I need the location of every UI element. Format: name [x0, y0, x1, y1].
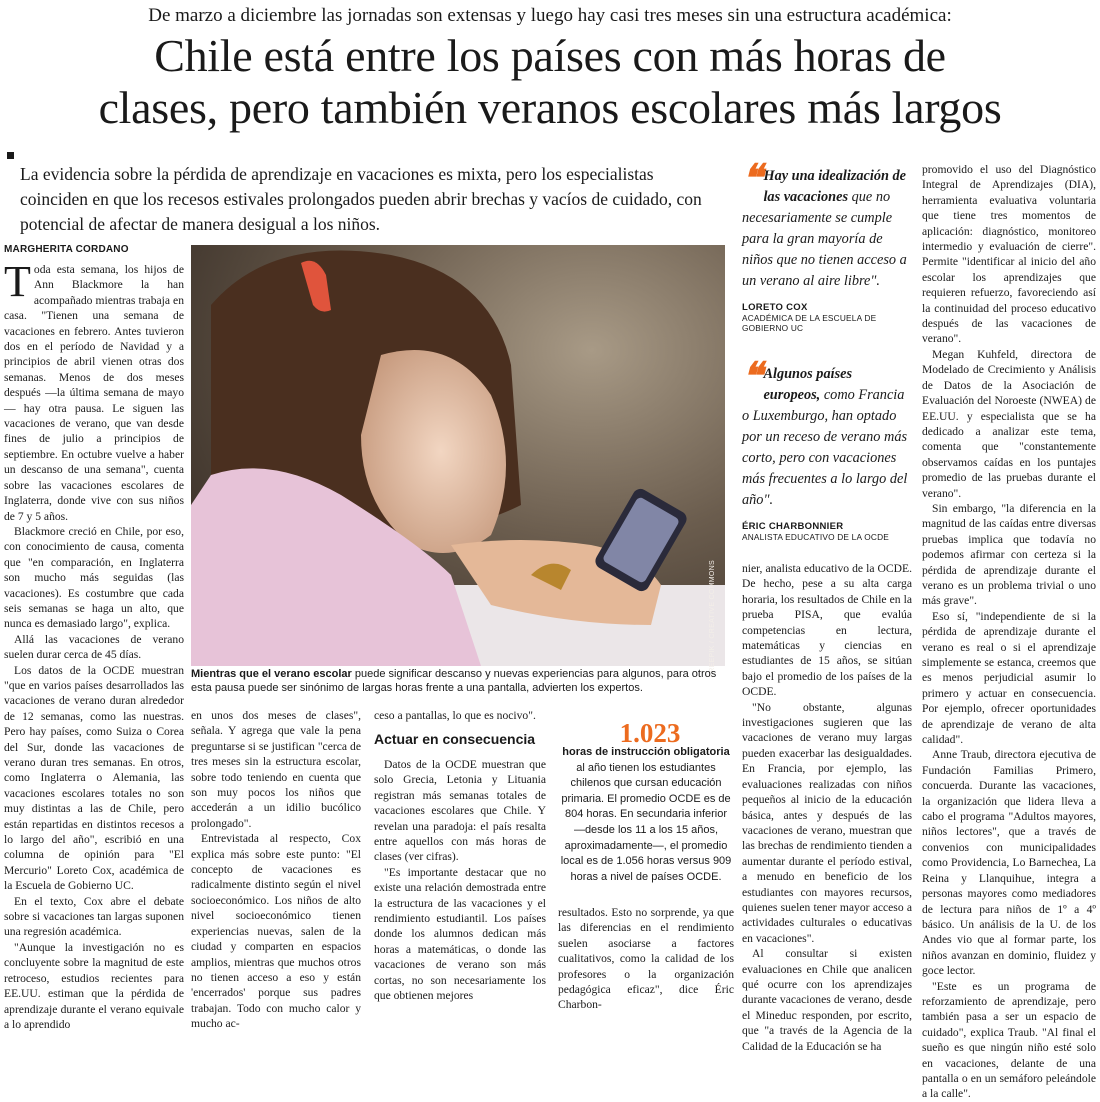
drop-cap: T: [4, 257, 31, 306]
paragraph: promovido el uso del Diagnóstico Integral de Aprendizajes (DIA), herramienta evaluativa voluntaria que tiene tres momentos de aplicación: diagnóstico, monitoreo intermedio y evaluación de cierre". Permite "identificar al inicio del año escolar los aprendizajes que requieren refuerzo, favoreciendo así la continuidad del proceso educativo después de las vacaciones de verano".: [922, 163, 1096, 346]
column-3: [374, 757, 546, 1003]
quote-author-role: ANALISTA EDUCATIVO DE LA OCDE: [742, 532, 890, 542]
kicker: De marzo a diciembre las jornadas son extensas y luego hay casi tres meses sin una estructura académica:: [148, 5, 952, 26]
photo-caption: Mientras que el verano escolar puede significar descanso y nuevas experiencias para algunos, para otros esta pausa puede ser sinónimo de largas horas frente a una pantalla, advierten los expertos.: [191, 668, 717, 694]
paragraph: "Este es un programa de reforzamiento de aprendizaje, pero también pasa a ser un espacio de cuidado", explica Traub. "Al final el sueño es que ningún niño esté solo en vacaciones, delante de una pantalla o en un semáforo peleándole a la calle".: [922, 979, 1096, 1101]
paragraph: Eso sí, "independiente de si la pérdida de aprendizaje durante el verano es real o si el aprendizaje simplemente se estanca, creemos que es menos perjudicial asumir lo primero y actuar en consecuencia. Por ejemplo, ofrecer oportunidades de aprendizaje de verano de alta calidad".: [922, 609, 1096, 747]
stat-number: 1.023: [619, 718, 681, 748]
paragraph: Megan Kuhfeld, directora de Modelado de Crecimiento y Análisis de Datos de la Asociación de Evaluación del Noroeste (NWEA) de EE.UU. y especialista que se ha dedicado a analizar este tema, comenta que "constantemente observamos caídas en los puntajes promedio de las pruebas durante el verano".: [922, 347, 1096, 500]
pull-quote-1: [742, 158, 912, 333]
quote-text: ❝ Hay una idealización de las vacaciones que no necesariamente se cumple para la gran mayoría de niños que no tienen acceso a un verano al aire libre".: [742, 158, 907, 289]
quote-mark-icon: ❝: [742, 356, 760, 398]
paragraph: Los datos de la OCDE muestran "que en varios países desarrollados las vacaciones de verano duran alrededor de 12 semanas, como las nuestras. Pero hay países, como Suiza o Corea del Sur, donde las vacaciones de verano duran tres semanas. En otros, como Inglaterra o Alemania, las vacaciones escolares totales no son muy distintas a las de Chile, pero están repartidas en distintos recesos a lo largo del año", escribió en una columna de opinión para "El Mercurio" Loreto Cox, académica de la Escuela de Gobierno UC.: [4, 663, 184, 893]
column-1: [4, 257, 184, 1031]
paragraph: Datos de la OCDE muestran que solo Grecia, Letonia y Lituania registran más semanas totales de vacaciones escolares que Chile. Y revelan una paradoja: el país resalta entre aquellos con más horas de clases (ver cifras).: [374, 758, 546, 864]
paragraph: Blackmore creció en Chile, por eso, con conocimiento de causa, comenta que "en comparación, en Inglaterra son mucho más seguidas (las vacaciones). Es costumbre que cada seis semanas se haga un alto, que nunca es demasiado largo", explica.: [4, 524, 184, 631]
paragraph: Allá las vacaciones de verano suelen durar cerca de 45 días.: [4, 632, 184, 662]
headline: [0, 30, 1100, 134]
paragraph: Entrevistada al respecto, Cox explica más sobre este punto: "El concepto de vacaciones es radicalmente distinto según el nivel socioeconómico. Los niños de alto nivel socioeconómico tienen experiencias nuevas, salen de la ciudad y comparten en espacios amplios, mientras que muchos otros no tienen acceso a eso y están 'encerrados' porque sus padres trabajan. Todo con mucho calor y mucho ac-: [191, 832, 361, 1031]
paragraph: nier, analista educativo de la OCDE. De hecho, pese a su alta carga horaria, los resultados de Chile en la prueba PISA, que evalúa competencias en lectura, matemáticas y ciencias en estudiantes de 15 años, se sitúan bajo el promedio de los países de la OCDE.: [742, 562, 912, 699]
column-4-bottom: resultados. Esto no sorprende, ya que las diferencias en el rendimiento suelen asociarse a factores cualitativos, como la calidad de los profesores o la organización pedagógica eficaz", dice Éric Charbon-: [558, 906, 734, 1012]
paragraph: Al consultar si existen evaluaciones en Chile que analicen qué ocurre con los aprendizajes durante vacaciones de verano, desde el Mineduc responden, por escrito, que "a través de la Agencia de la Calidad de la Educación se ha: [742, 947, 912, 1053]
subhead: Actuar en consecuencia: [374, 731, 536, 747]
paragraph: "Aunque la investigación no es concluyente sobre la magnitud de este retroceso, estudios recientes para EE.UU. estiman que la pérdida de aprendizaje durante el verano equivale a lo aprendido: [4, 940, 184, 1031]
column-2: [191, 708, 361, 1031]
paragraph: En el texto, Cox abre el debate sobre si vacaciones tan largas suponen una regresión académica.: [4, 894, 184, 939]
paragraph: "Es importante destacar que no existe una relación demostrada entre la estructura de las vacaciones y el rendimiento estudiantil. Los países donde los alumnos dedican más horas a matemáticas, o donde las vacaciones de verano son más cortas, no son necesariamente los que obtienen mejores: [374, 865, 546, 1003]
bullet-marker: [7, 152, 14, 159]
column-6: [922, 162, 1096, 1101]
lead-paragraph: Toda esta semana, los hijos de Ann Blackmore la han acompañado mientras trabaja en casa. "Tienen una semana de vacaciones en febrero. Antes tuvieron dos en el período de Navidad y a principios de abril vienen otras dos semanas. Menos de dos meses después —la última semana de mayo— hay otra pausa. Le siguen las vacaciones de verano, que van desde fines de julio a principios de septiembre. En octubre vuelve a haber un descanso de una semana", cuenta sobre las vacaciones escolares de Inglaterra, donde vive con sus niños de 7 y 5 años.: [4, 257, 184, 523]
headline-line-1: Chile está entre los países con más horas de: [154, 30, 946, 81]
quote-author-role: ACADÉMICA DE LA ESCUELA DE GOBIERNO UC: [742, 313, 877, 333]
photo-girl-with-phone: [191, 245, 725, 666]
pull-quote-2: [742, 356, 912, 542]
headline-line-2: clases, pero también veranos escolares más largos: [98, 82, 1002, 133]
byline: MARGHERITA CORDANO: [4, 244, 129, 255]
paragraph: Anne Traub, directora ejecutiva de Fundación Familias Primero, concuerda. Durante las vacaciones, la organización que lidera lleva a cabo el programa "Adultos mayores, niños lectores", que a través de convenios con municipalidades como Providencia, Lo Barnechea, La Reina y Llanquihue, integra a personas mayores como mediadores de lectura para niños de 1º a 4º básico. Un análisis de la U. de los Andes vio que al formar parte, los niños avanzan en dominio, fluidez y goce lector.: [922, 748, 1096, 978]
paragraph: en unos dos meses de clases", señala. Y agrega que vale la pena preguntarse si se justifican "cerca de tres meses sin la estructura escolar, sobre todo teniendo en cuenta que son muy pocos los niños que accederán a un idilio bucólico prolongado".: [191, 709, 361, 830]
dek: La evidencia sobre la pérdida de aprendizaje en vacaciones es mixta, pero los especialistas coinciden en que los recesos estivales prolongados pueden abrir brechas y vacíos de cuidado, con potencial de afectar de manera desigual a los niños.: [20, 164, 702, 234]
quote-author: LORETO COX: [742, 302, 808, 313]
quote-author: ÉRIC CHARBONNIER: [742, 521, 844, 532]
column-5: [742, 561, 912, 1053]
quote-text: ❝ Algunos países europeos, como Francia o Luxemburgo, han optado por un receso de verano más corto, pero con vacaciones más frecuentes a lo largo del año".: [742, 356, 908, 508]
paragraph: "No obstante, algunas investigaciones sugieren que las vacaciones de verano muy largas pueden exacerbar las desigualdades. En Francia, por ejemplo, las evaluaciones realizadas con niños pequeños al inicio de la educación básica, antes y después de las vacaciones de verano, muestran que las brechas de rendimiento tienden a aumentar durante el período estival, a menudo en beneficio de los estudiantes con mayores recursos, quienes suelen tener mayor acceso a actividades culturales o educativas en vacaciones".: [742, 700, 912, 945]
article-photo: [191, 245, 725, 666]
stat-text: horas de instrucción obligatoria al año tienen los estudiantes chilenos que cursan educación primaria. El promedio OCDE es de 804 horas. En secundaria inferior —desde los 11 a los 15 años, aproximadamente—, el promedio local es de 1.056 horas versus 909 horas a nivel de países OCDE.: [560, 746, 732, 883]
quote-mark-icon: ❝: [742, 158, 760, 200]
photo-credit: FREEPIK / CREATIVE COMMONS: [709, 560, 716, 678]
column-3-top: ceso a pantallas, lo que es nocivo".: [374, 709, 536, 722]
paragraph: Sin embargo, "la diferencia en la magnitud de las caídas entre diversas pruebas implica que todavía no podemos afirmar con certeza si la pérdida de aprendizaje durante el verano es un problema trivial o uno más grave".: [922, 501, 1096, 608]
